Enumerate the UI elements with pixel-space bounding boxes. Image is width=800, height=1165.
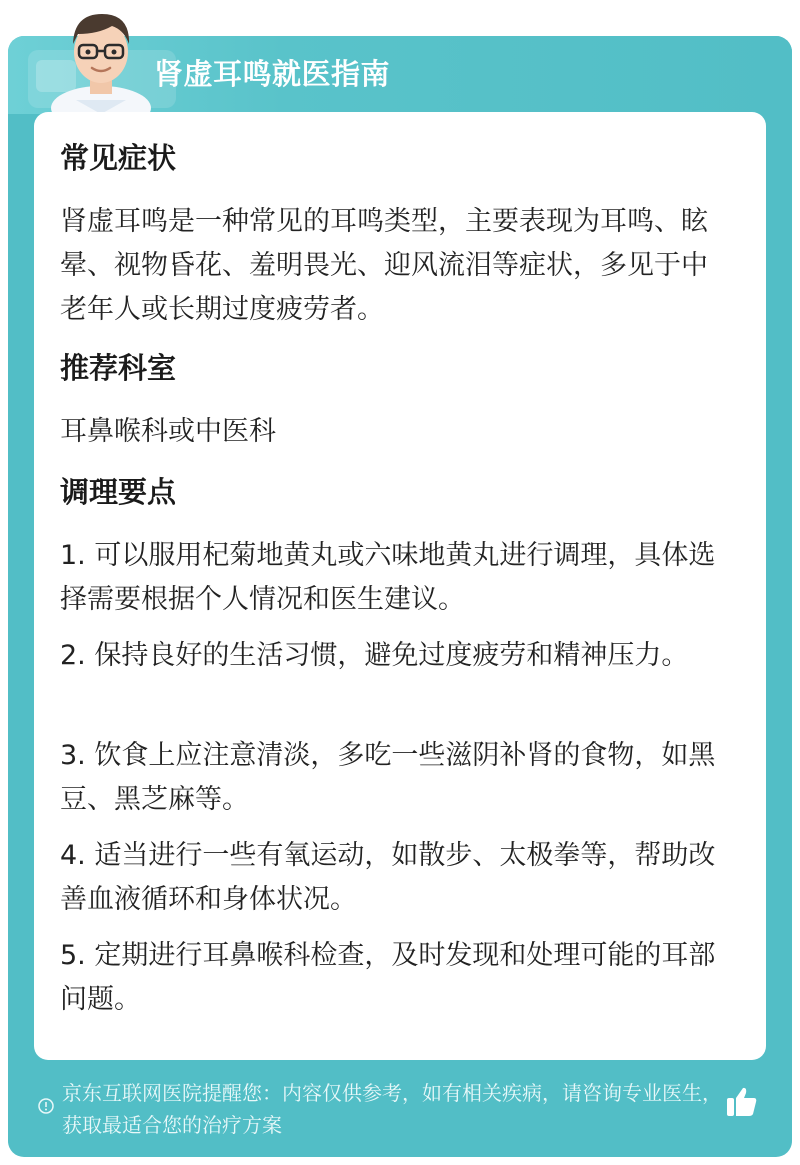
department-heading: 推荐科室: [60, 351, 177, 385]
symptoms-body: 肾虚耳鸣是一种常见的耳鸣类型，主要表现为耳鸣、眩晕、视物昏花、羞明畏光、迎风流泪等症状，多见于中老年人或长期过度疲劳者。: [60, 206, 708, 325]
care-item-3: 3. 饮食上应注意清淡，多吃一些滋阴补肾的食物，如黑豆、黑芝麻等。: [60, 740, 716, 815]
department-section: [60, 348, 730, 388]
care-item-5: 5. 定期进行耳鼻喉科检查，及时发现和处理可能的耳部问题。: [60, 940, 716, 1015]
care-item-4: 4. 适当进行一些有氧运动，如散步、太极拳等，帮助改善血液循环和身体状况。: [60, 840, 716, 915]
department-body: 耳鼻喉科或中医科: [60, 416, 276, 447]
care-heading: 调理要点: [60, 475, 177, 509]
care-item-wrap: [60, 534, 730, 622]
symptoms-section: [60, 138, 730, 178]
care-item-wrap: [60, 834, 730, 922]
department-body-wrap: [60, 410, 730, 454]
care-item-2: 2. 保持良好的生活习惯，避免过度疲劳和精神压力。: [60, 640, 689, 671]
doctor-avatar-icon: [46, 6, 156, 114]
care-item-wrap: [60, 934, 730, 1022]
info-icon: [38, 1098, 54, 1114]
care-item-1: 1. 可以服用杞菊地黄丸或六味地黄丸进行调理，具体选择需要根据个人情况和医生建议。: [60, 540, 716, 615]
care-section: [60, 472, 730, 512]
care-item-wrap: [60, 634, 730, 678]
symptoms-heading: 常见症状: [60, 141, 177, 175]
footer-notice: 京东互联网医院提醒您：内容仅供参考，如有相关疾病，请咨询专业医生，获取最适合您的治疗方案: [62, 1081, 722, 1137]
thumbs-up-icon[interactable]: [724, 1084, 760, 1120]
symptoms-body-wrap: [60, 200, 730, 332]
care-item-wrap: [60, 734, 730, 822]
page-title: 肾虚耳鸣就医指南: [154, 57, 391, 91]
